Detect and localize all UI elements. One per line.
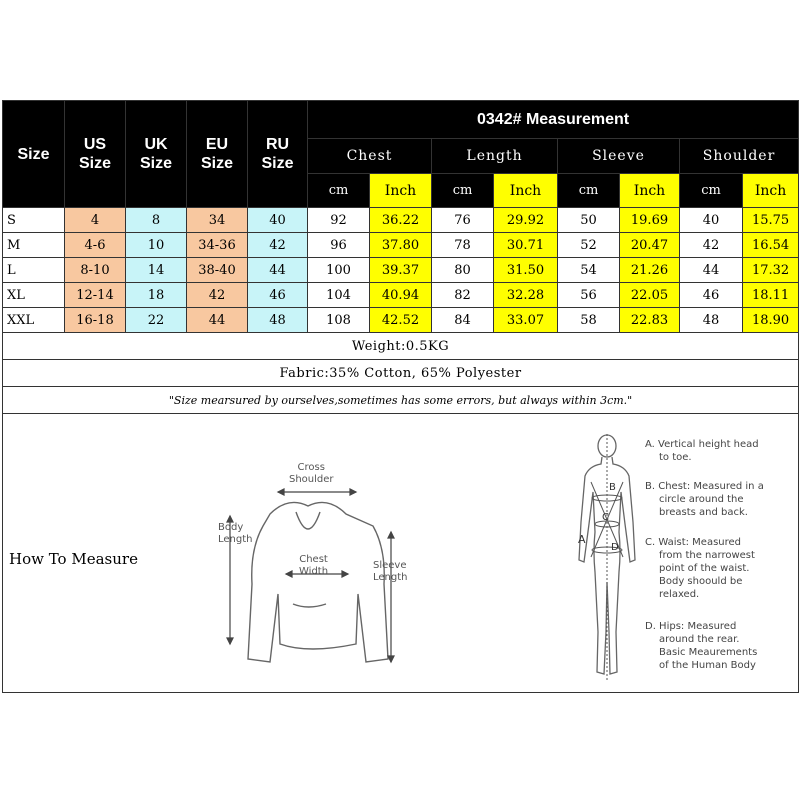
cell-ru: 40 (248, 208, 308, 233)
cell-chest-cm: 100 (308, 258, 370, 283)
cell-shoulder-cm: 48 (680, 308, 743, 333)
cross-shoulder-label: Cross Shoulder (289, 462, 334, 485)
chest-width-label: Chest Width (299, 554, 329, 577)
cell-length-cm: 76 (432, 208, 494, 233)
cell-length-inch: 29.92 (494, 208, 558, 233)
cell-length-cm: 80 (432, 258, 494, 283)
cell-sleeve-cm: 50 (558, 208, 620, 233)
description-a: A. Vertical height head to toe. (645, 439, 759, 463)
unit-cm: cm (680, 174, 743, 208)
cell-uk: 18 (126, 283, 187, 308)
body-length-label: Body Length (218, 522, 253, 545)
cell-us: 4-6 (65, 233, 126, 258)
header-title: 0342# Measurement (308, 101, 799, 139)
cell-chest-inch: 37.80 (370, 233, 432, 258)
cell-length-inch: 31.50 (494, 258, 558, 283)
cell-length-cm: 78 (432, 233, 494, 258)
cell-ru: 48 (248, 308, 308, 333)
size-chart (2, 100, 798, 693)
table-row (3, 258, 799, 283)
how-to-measure-label: How To Measure (9, 550, 138, 568)
cell-shoulder-cm: 44 (680, 258, 743, 283)
cell-shoulder-cm: 46 (680, 283, 743, 308)
header-us-size: US Size (65, 101, 126, 208)
fabric-text: Fabric:35% Cotton, 65% Polyester (3, 360, 799, 387)
cell-us: 12-14 (65, 283, 126, 308)
unit-inch: Inch (620, 174, 680, 208)
cell-eu: 44 (187, 308, 248, 333)
body-letter-a: A (578, 533, 586, 546)
cell-ru: 46 (248, 283, 308, 308)
cell-sleeve-inch: 20.47 (620, 233, 680, 258)
cell-length-cm: 84 (432, 308, 494, 333)
cell-sleeve-inch: 22.83 (620, 308, 680, 333)
table-row (3, 308, 799, 333)
how-to-measure-section (3, 414, 799, 693)
cell-eu: 34 (187, 208, 248, 233)
header-ru-size: RU Size (248, 101, 308, 208)
body-letter-c: C (602, 512, 609, 523)
cell-us: 8-10 (65, 258, 126, 283)
unit-inch: Inch (494, 174, 558, 208)
unit-cm: cm (558, 174, 620, 208)
cell-size: S (3, 208, 65, 233)
weight-text: Weight:0.5KG (3, 333, 799, 360)
disclaimer-note: "Size mearsured by ourselves,sometimes has some errors, but always within 3cm." (3, 387, 799, 414)
cell-eu: 42 (187, 283, 248, 308)
cell-shoulder-inch: 18.11 (743, 283, 799, 308)
cell-length-inch: 32.28 (494, 283, 558, 308)
cell-us: 4 (65, 208, 126, 233)
header-size: Size (3, 101, 65, 208)
cell-uk: 10 (126, 233, 187, 258)
table-row (3, 233, 799, 258)
description-d: D. Hips: Measured around the rear. Basic Meaurements of the Human Body (645, 621, 758, 671)
cell-us: 16-18 (65, 308, 126, 333)
table-row (3, 208, 799, 233)
body-figure-illustration (571, 432, 643, 684)
unit-inch: Inch (743, 174, 799, 208)
cell-chest-inch: 36.22 (370, 208, 432, 233)
sleeve-length-label: Sleeve Length (373, 560, 408, 583)
cell-sleeve-inch: 22.05 (620, 283, 680, 308)
cell-size: XXL (3, 308, 65, 333)
cell-length-inch: 33.07 (494, 308, 558, 333)
cell-chest-inch: 40.94 (370, 283, 432, 308)
cell-size: XL (3, 283, 65, 308)
description-c: C. Waist: Measured from the narrowest point of the waist. Body shoould be relaxed. (645, 537, 755, 600)
cell-chest-cm: 96 (308, 233, 370, 258)
body-letter-b: B (609, 482, 616, 493)
cell-ru: 42 (248, 233, 308, 258)
body-letter-d: D (611, 542, 619, 553)
cell-shoulder-inch: 16.54 (743, 233, 799, 258)
unit-cm: cm (432, 174, 494, 208)
size-table (2, 100, 799, 693)
cell-shoulder-cm: 42 (680, 233, 743, 258)
cell-shoulder-cm: 40 (680, 208, 743, 233)
cell-chest-cm: 92 (308, 208, 370, 233)
cell-uk: 14 (126, 258, 187, 283)
header-shoulder: Shoulder (680, 139, 799, 174)
cell-shoulder-inch: 17.32 (743, 258, 799, 283)
cell-length-inch: 30.71 (494, 233, 558, 258)
unit-inch: Inch (370, 174, 432, 208)
cell-size: M (3, 233, 65, 258)
cell-uk: 8 (126, 208, 187, 233)
cell-chest-inch: 39.37 (370, 258, 432, 283)
header-uk-size: UK Size (126, 101, 187, 208)
header-sleeve: Sleeve (558, 139, 680, 174)
cell-sleeve-cm: 58 (558, 308, 620, 333)
cell-sleeve-inch: 21.26 (620, 258, 680, 283)
cell-size: L (3, 258, 65, 283)
cell-uk: 22 (126, 308, 187, 333)
cell-chest-cm: 108 (308, 308, 370, 333)
description-b: B. Chest: Measured in a circle around the breasts and back. (645, 481, 764, 518)
cell-shoulder-inch: 15.75 (743, 208, 799, 233)
cell-sleeve-cm: 56 (558, 283, 620, 308)
header-chest: Chest (308, 139, 432, 174)
cell-chest-cm: 104 (308, 283, 370, 308)
cell-sleeve-cm: 54 (558, 258, 620, 283)
cell-shoulder-inch: 18.90 (743, 308, 799, 333)
header-length: Length (432, 139, 558, 174)
header-eu-size: EU Size (187, 101, 248, 208)
unit-cm: cm (308, 174, 370, 208)
cell-ru: 44 (248, 258, 308, 283)
cell-sleeve-inch: 19.69 (620, 208, 680, 233)
cell-length-cm: 82 (432, 283, 494, 308)
cell-eu: 38-40 (187, 258, 248, 283)
cell-chest-inch: 42.52 (370, 308, 432, 333)
table-row (3, 283, 799, 308)
cell-sleeve-cm: 52 (558, 233, 620, 258)
cell-eu: 34-36 (187, 233, 248, 258)
